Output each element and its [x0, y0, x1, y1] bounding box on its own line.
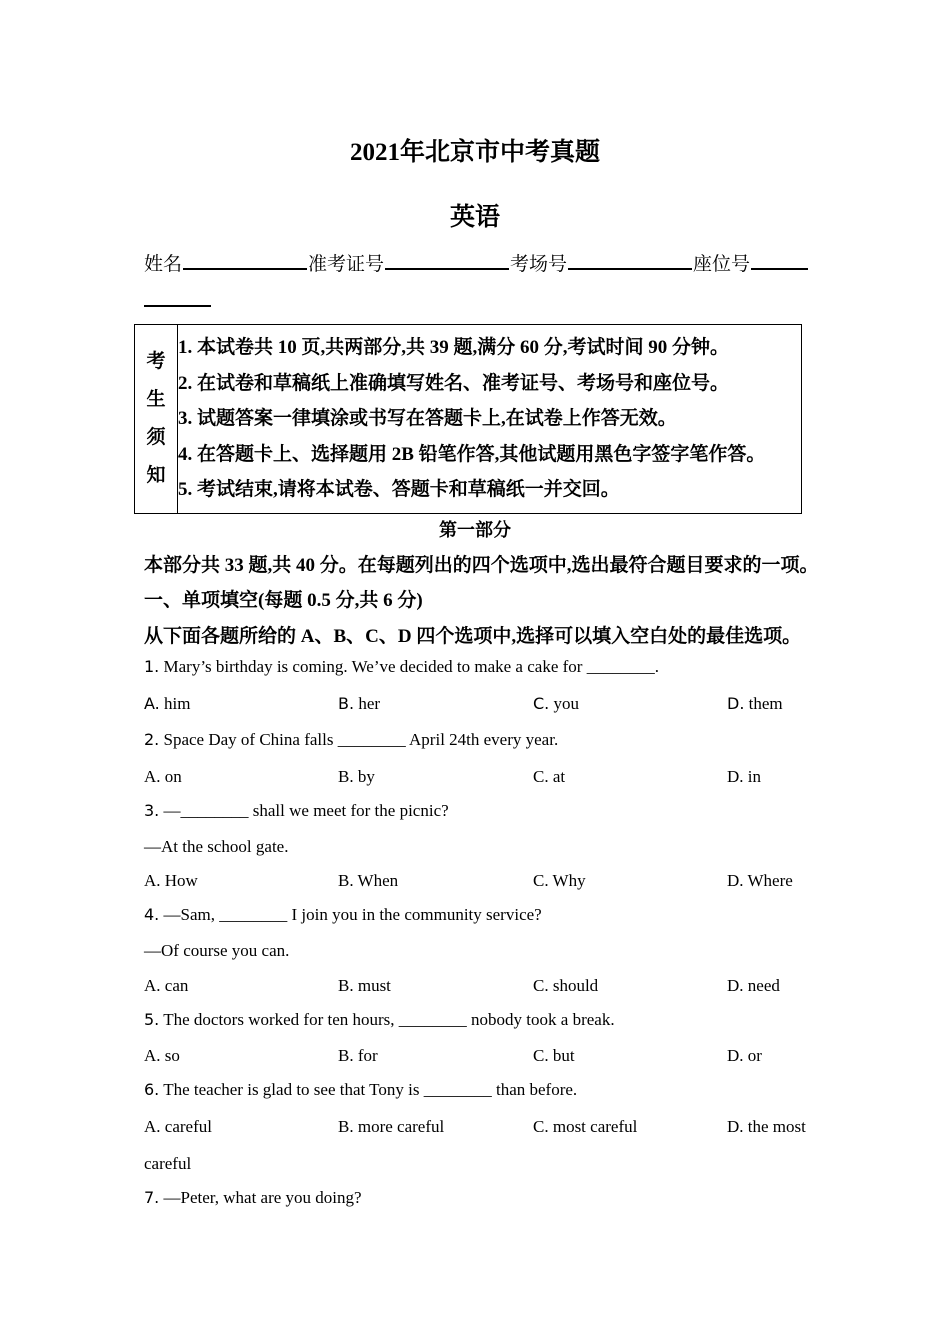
- part-intro: 本部分共 33 题,共 40 分。在每题列出的四个选项中,选出最符合题目要求的一项。: [144, 555, 819, 576]
- name-blank[interactable]: [183, 248, 307, 270]
- seat-blank-continued: [144, 305, 211, 307]
- notice-item: 3. 试题答案一律填涂或书写在答题卡上,在试卷上作答无效。: [178, 408, 677, 430]
- option-d[interactable]: D. in: [727, 767, 762, 786]
- option-b[interactable]: B. her: [338, 694, 381, 713]
- question-number: 7.: [144, 1188, 160, 1207]
- question-number: 4.: [144, 905, 160, 924]
- notice-item: 5. 考试结束,请将本试卷、答题卡和草稿纸一并交回。: [178, 479, 620, 501]
- question-stem: The teacher is glad to see that Tony is ________ than before.: [163, 1080, 578, 1099]
- question-3: [144, 801, 449, 821]
- room-label: 考场号: [510, 254, 568, 275]
- subject-title: 英语: [449, 204, 500, 231]
- option-a[interactable]: A. so: [144, 1046, 180, 1065]
- option-d[interactable]: D. them: [727, 694, 783, 713]
- question-stem: Space Day of China falls ________ April 24th every year.: [163, 730, 559, 749]
- question-number: 6.: [144, 1080, 160, 1099]
- option-a[interactable]: A. can: [144, 976, 189, 995]
- question-stem: The doctors worked for ten hours, ________ nobody took a break.: [163, 1010, 615, 1029]
- notice-label-char: 知: [146, 465, 166, 486]
- name-label: 姓名: [144, 254, 183, 275]
- question-stem: —________ shall we meet for the picnic?: [163, 801, 449, 820]
- candidate-info-line: [144, 248, 809, 276]
- option-d[interactable]: D. need: [727, 976, 780, 995]
- question-stem: Mary’s birthday is coming. We’ve decided to make a cake for ________.: [163, 657, 659, 676]
- notice-item: 4. 在答题卡上、选择题用 2B 铅笔作答,其他试题用黑色字签字笔作答。: [178, 443, 766, 465]
- question-7: [144, 1188, 362, 1208]
- question-number: 5.: [144, 1010, 160, 1029]
- question-number: 3.: [144, 801, 160, 820]
- candidate-notice-box: [134, 324, 802, 514]
- option-d[interactable]: D. the most: [727, 1117, 806, 1136]
- notice-label-char: 生: [146, 389, 166, 410]
- question-5: [144, 1010, 615, 1030]
- notice-label-char: 须: [146, 427, 166, 448]
- question-1: [144, 657, 659, 677]
- section-title: 一、单项填空(每题 0.5 分,共 6 分): [144, 590, 423, 611]
- exam-id-label: 准考证号: [308, 254, 385, 275]
- exam-title: 2021年北京市中考真题: [349, 139, 600, 166]
- notice-item: 2. 在试卷和草稿纸上准确填写姓名、准考证号、考场号和座位号。: [178, 372, 730, 394]
- option-c[interactable]: C. Why: [533, 871, 586, 890]
- option-c[interactable]: C. you: [533, 694, 580, 713]
- notice-body: [178, 325, 802, 514]
- option-a[interactable]: A. How: [144, 871, 198, 890]
- part-heading: 第一部分: [439, 520, 511, 540]
- option-c[interactable]: C. most careful: [533, 1117, 638, 1136]
- option-b[interactable]: B. by: [338, 767, 375, 786]
- seat-blank[interactable]: [751, 248, 808, 270]
- notice-label: [135, 325, 178, 514]
- option-a[interactable]: A. careful: [144, 1117, 212, 1136]
- question-2: [144, 730, 558, 750]
- question-number: 1.: [144, 657, 160, 676]
- question-4: [144, 905, 542, 925]
- option-b[interactable]: B. When: [338, 871, 399, 890]
- room-blank[interactable]: [568, 248, 692, 270]
- question-6: [144, 1080, 577, 1100]
- seat-label: 座位号: [693, 254, 751, 275]
- option-c[interactable]: C. at: [533, 767, 566, 786]
- exam-id-blank[interactable]: [385, 248, 509, 270]
- question-number: 2.: [144, 730, 160, 749]
- option-d-wrap: careful: [144, 1154, 192, 1173]
- question-3-reply: —At the school gate.: [144, 837, 289, 856]
- option-b[interactable]: B. must: [338, 976, 391, 995]
- question-stem: —Sam, ________ I join you in the community service?: [163, 905, 542, 924]
- option-c[interactable]: C. but: [533, 1046, 575, 1065]
- option-d[interactable]: D. or: [727, 1046, 762, 1065]
- option-c[interactable]: C. should: [533, 976, 599, 995]
- option-b[interactable]: B. more careful: [338, 1117, 445, 1136]
- option-a[interactable]: A. him: [144, 694, 191, 713]
- notice-item: 1. 本试卷共 10 页,共两部分,共 39 题,满分 60 分,考试时间 90 分钟。: [178, 337, 730, 359]
- section-instruction: 从下面各题所给的 A、B、C、D 四个选项中,选择可以填入空白处的最佳选项。: [144, 626, 802, 647]
- notice-label-char: 考: [146, 351, 166, 372]
- question-stem: —Peter, what are you doing?: [163, 1188, 362, 1207]
- question-4-reply: —Of course you can.: [144, 941, 290, 960]
- option-d[interactable]: D. Where: [727, 871, 793, 890]
- option-a[interactable]: A. on: [144, 767, 182, 786]
- option-b[interactable]: B. for: [338, 1046, 378, 1065]
